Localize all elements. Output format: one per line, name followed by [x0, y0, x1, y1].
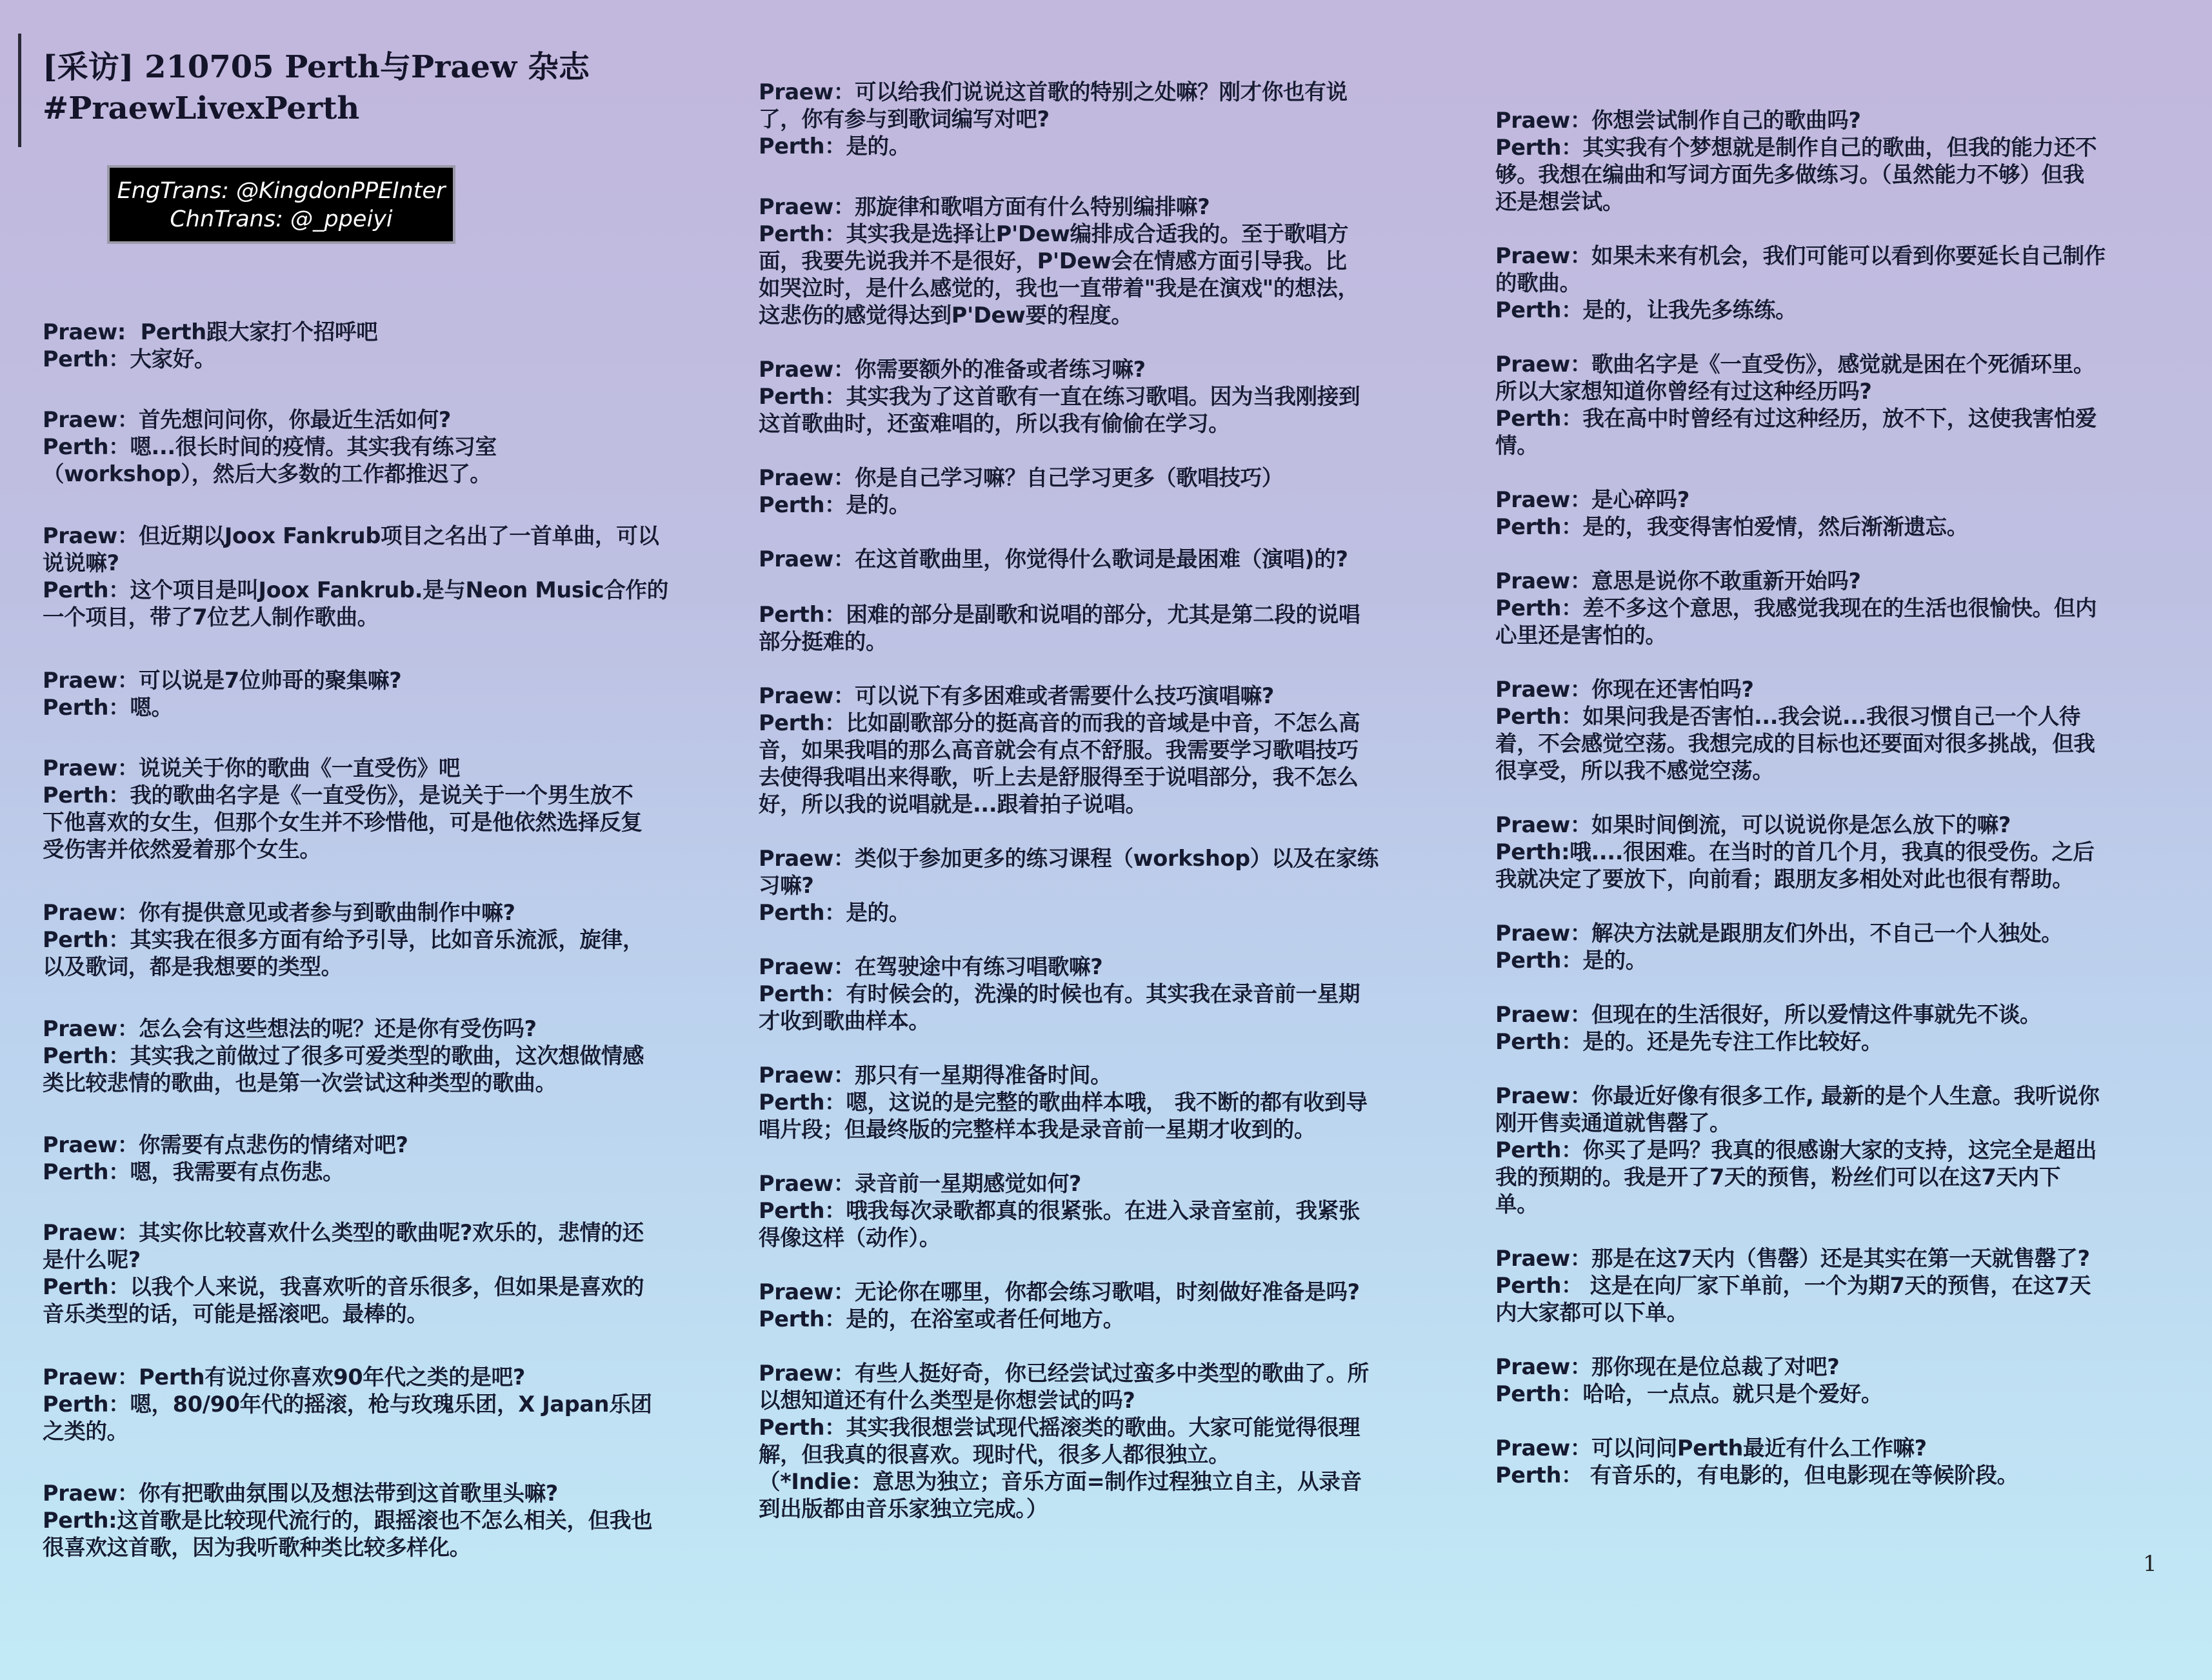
interview-line: Praew：如果时间倒流，可以说说你是怎么放下的嘛? — [1495, 812, 2011, 837]
page-number: 1 — [2143, 1551, 2157, 1577]
interview-line: 着，不会感觉空荡。我想完成的目标也还要面对很多挑战，但我 — [1495, 731, 2095, 756]
qa-block — [759, 465, 1442, 519]
interview-line: 是什么呢? — [43, 1247, 141, 1272]
interview-line: Praew：无论你在哪里，你都会练习歌唱，时刻做好准备是吗? — [759, 1279, 1360, 1305]
qa-block — [43, 899, 707, 981]
interview-line: Praew：你是自己学习嘛？自己学习更多（歌唱技巧） — [759, 465, 1284, 490]
interview-line: Praew：解决方法就是跟朋友们外出，不自己一个人独处。 — [1495, 921, 2063, 946]
interview-line: 下他喜欢的女生，但那个女生并不珍惜他，可是他依然选择反复 — [43, 810, 643, 835]
eng-translator-credit: EngTrans: @KingdonPPEInter — [117, 178, 446, 204]
interview-line: Perth：这个项目是叫Joox Fankrub.是与Neon Music合作的 — [43, 577, 668, 603]
interview-line: 习嘛? — [759, 873, 814, 898]
interview-line: 所以大家想知道你曾经有过这种经历吗? — [1495, 379, 1872, 404]
qa-block — [1495, 351, 2179, 459]
interview-line: Perth：哦我每次录歌都真的很紧张。在进入录音室前，我紧张 — [759, 1198, 1360, 1223]
qa-block — [43, 1219, 707, 1328]
interview-line: 我的预期的。我是开了7天的预售，粉丝们可以在这7天内下 — [1495, 1165, 2061, 1190]
interview-line: Perth：是的。 — [1495, 948, 1647, 973]
interview-line: 才收到歌曲样本。 — [759, 1008, 930, 1034]
qa-block — [43, 1480, 707, 1561]
qa-block — [1495, 1245, 2179, 1326]
qa-block — [1495, 568, 2179, 649]
interview-line: Perth：其实我为了这首歌有一直在练习歌唱。因为当我刚接到 — [759, 384, 1360, 409]
interview-line: Praew：其实你比较喜欢什么类型的歌曲呢?欢乐的，悲情的还 — [43, 1220, 644, 1245]
interview-line: 解，但我真的很喜欢。现时代，很多人都很独立。 — [759, 1442, 1230, 1467]
qa-block — [759, 845, 1442, 926]
interview-line: Perth：是的。 — [759, 900, 910, 925]
interview-line: Praew：Perth有说过你喜欢90年代之类的是吧? — [43, 1365, 525, 1390]
interview-line: 以及歌词，都是我想要的类型。 — [43, 954, 343, 979]
interview-line: 很喜欢这首歌，因为我听歌种类比较多样化。 — [43, 1535, 471, 1560]
interview-line: Praew：说说关于你的歌曲《一直受伤》吧 — [43, 755, 461, 781]
interview-line: Praew：那旋律和歌唱方面有什么特别编排嘛? — [759, 194, 1210, 219]
interview-line: Praew：是心碎吗? — [1495, 487, 1689, 512]
title-line: [采访] 210705 Perth与Praew 杂志 — [43, 49, 590, 85]
interview-line: Perth：是的，在浴室或者任何地方。 — [759, 1306, 1124, 1332]
interview-line: 说说嘛? — [43, 550, 119, 575]
interview-line: Praew：歌曲名字是《一直受伤》，感觉就是困在个死循环里。 — [1495, 352, 2095, 377]
interview-line: Perth：哈哈，一点点。就只是个爱好。 — [1495, 1381, 1883, 1406]
interview-line: Perth：嗯。 — [43, 695, 173, 720]
interview-line: Perth：你买了是吗？我真的很感谢大家的支持，这完全是超出 — [1495, 1137, 2097, 1163]
qa-block — [43, 667, 707, 721]
qa-block — [759, 1279, 1442, 1333]
interview-line: Perth：是的，让我先多练练。 — [1495, 297, 1797, 323]
interview-line: Perth:这首歌是比较现代流行的，跟摇滚也不怎么相关，但我也 — [43, 1508, 653, 1533]
qa-block — [43, 319, 707, 373]
interview-line: 刚开售卖通道就售罄了。 — [1495, 1110, 1731, 1135]
interview-line: 音乐类型的话，可能是摇滚吧。最棒的。 — [43, 1301, 428, 1326]
interview-line: Praew：你现在还害怕吗? — [1495, 677, 1754, 702]
qa-block — [43, 523, 707, 631]
qa-block — [759, 683, 1442, 818]
qa-block — [759, 1170, 1442, 1252]
interview-line: Praew：可以问问Perth最近有什么工作嘛? — [1495, 1435, 1927, 1461]
interview-line: Perth：我在高中时曾经有过这种经历，放不下，这使我害怕爱 — [1495, 406, 2097, 431]
translator-credit-box — [107, 165, 455, 244]
interview-line: Perth：其实我在很多方面有给予引导，比如音乐流派，旋律， — [43, 927, 644, 952]
interview-line: 唱片段；但最终版的完整样本我是录音前一星期才收到的。 — [759, 1117, 1316, 1142]
interview-line: Perth：嗯，我需要有点伤悲。 — [43, 1159, 344, 1185]
interview-line: 的歌曲。 — [1495, 270, 1581, 295]
interview-line: Praew：在这首歌曲里，你觉得什么歌词是最困难（演唱)的? — [759, 546, 1348, 572]
interview-line: Praew：你有提供意见或者参与到歌曲制作中嘛? — [43, 900, 515, 925]
interview-line: Perth： 这是在向厂家下单前，一个为期7天的预售，在这7天 — [1495, 1273, 2091, 1298]
interview-line: Praew：首先想问问你，你最近生活如何? — [43, 407, 451, 432]
interview-line: Perth：有时候会的，洗澡的时候也有。其实我在录音前一星期 — [759, 981, 1360, 1006]
interview-line: 得像这样（动作）。 — [759, 1225, 941, 1250]
interview-line: 了，你有参与到歌词编写对吧? — [759, 106, 1050, 132]
qa-block — [1495, 812, 2179, 893]
interview-line: Praew：有些人挺好奇，你已经尝试过蛮多中类型的歌曲了。所 — [759, 1361, 1369, 1386]
interview-line: 情。 — [1495, 433, 1539, 458]
qa-block — [1495, 1083, 2179, 1218]
interview-line: Praew：你最近好像有很多工作, 最新的是个人生意。我听说你 — [1495, 1083, 2100, 1108]
interview-line: 之类的。 — [43, 1419, 128, 1444]
interview-line: 单。 — [1495, 1192, 1539, 1217]
qa-block — [759, 79, 1442, 160]
interview-line: Perth：嗯...很长时间的疫情。其实我有练习室 — [43, 434, 497, 459]
interview-line: 这首歌曲时，还蛮难唱的，所以我有偷偷在学习。 — [759, 411, 1230, 436]
qa-block — [759, 1062, 1442, 1143]
interview-line: 很享受，所以我不感觉空荡。 — [1495, 758, 1774, 783]
interview-line: Perth：其实我是选择让P'Dew编排成合适我的。至于歌唱方 — [759, 221, 1349, 246]
chn-translator-credit: ChnTrans: @_ppeiyi — [170, 206, 393, 232]
interview-line: 还是想尝试。 — [1495, 189, 1624, 214]
interview-line: Perth：差不多这个意思，我感觉我现在的生活也很愉快。但内 — [1495, 595, 2097, 621]
interview-line: 面，我要先说我并不是很好，P'Dew会在情感方面引导我。比 — [759, 248, 1347, 274]
interview-line: Perth：是的，我变得害怕爱情，然后渐渐遗忘。 — [1495, 514, 1968, 539]
interview-line: Praew：你想尝试制作自己的歌曲吗? — [1495, 108, 1861, 133]
interview-line: Perth：如果问我是否害怕...我会说...我很习惯自己一个人待 — [1495, 704, 2081, 729]
interview-line: Praew: Perth跟大家打个招呼吧 — [43, 319, 378, 345]
interview-line: Praew：在驾驶途中有练习唱歌嘛? — [759, 954, 1103, 979]
interview-line: 音，如果我唱的那么高音就会有点不舒服。我需要学习歌唱技巧 — [759, 737, 1359, 763]
qa-block — [759, 194, 1442, 329]
qa-block — [43, 1015, 707, 1097]
qa-block — [1495, 1354, 2179, 1408]
interview-line: Praew：可以给我们说说这首歌的特别之处嘛？刚才你也有说 — [759, 79, 1348, 105]
interview-line: Praew：如果未来有机会，我们可能可以看到你要延长自己制作 — [1495, 243, 2106, 268]
interview-line: Praew：你需要有点悲伤的情绪对吧? — [43, 1132, 408, 1157]
interview-line: Perth：其实我之前做过了很多可爱类型的歌曲，这次想做情感 — [43, 1043, 644, 1068]
interview-line: Perth：我的歌曲名字是《一直受伤》，是说关于一个男生放不 — [43, 783, 633, 808]
interview-line: Praew：但现在的生活很好，所以爱情这件事就先不谈。 — [1495, 1002, 2042, 1027]
interview-line: Praew：那是在这7天内（售罄）还是其实在第一天就售罄了? — [1495, 1246, 2090, 1271]
interview-line: 类比较悲情的歌曲，也是第一次尝试这种类型的歌曲。 — [43, 1070, 557, 1095]
qa-block — [759, 356, 1442, 437]
qa-block — [1495, 1435, 2179, 1489]
qa-block — [1495, 1001, 2179, 1055]
interview-line: 到出版都由音乐家独立完成。） — [759, 1496, 1048, 1521]
interview-line: Praew：录音前一星期感觉如何? — [759, 1171, 1082, 1196]
qa-block — [43, 1364, 707, 1445]
interview-line: Perth：大家好。 — [43, 346, 216, 372]
interview-line: Perth：是的。 — [759, 492, 910, 517]
interview-line: Praew：怎么会有这些想法的呢？还是你有受伤吗? — [43, 1016, 537, 1041]
interview-line: （*Indie：意思为独立；音乐方面=制作过程独立自主，从录音 — [759, 1469, 1362, 1494]
interview-line: 够。我想在编曲和写词方面先多做练习。（虽然能力不够）但我 — [1495, 162, 2084, 187]
interview-line: 一个项目，带了7位艺人制作歌曲。 — [43, 605, 379, 630]
qa-block — [1495, 676, 2179, 785]
qa-block — [1495, 107, 2179, 215]
interview-line: Perth：比如副歌部分的挺高音的而我的音域是中音，不怎么高 — [759, 710, 1360, 735]
interview-line: Praew：意思是说你不敢重新开始吗? — [1495, 568, 1861, 594]
interview-line: Praew：可以说下有多困难或者需要什么技巧演唱嘛? — [759, 683, 1274, 708]
qa-block — [759, 954, 1442, 1035]
interview-line: Perth：其实我有个梦想就是制作自己的歌曲，但我的能力还不 — [1495, 135, 2097, 160]
title-line: #PraewLivexPerth — [43, 90, 360, 126]
interview-line: 内大家都可以下单。 — [1495, 1300, 1688, 1325]
interview-line: 部分挺难的。 — [759, 629, 888, 654]
qa-block — [43, 406, 707, 488]
interview-line: Praew：但近期以Joox Fankrub项目之名出了一首单曲，可以 — [43, 523, 659, 548]
page-title — [43, 46, 688, 129]
interview-line: （workshop），然后大多数的工作都推迟了。 — [43, 461, 492, 486]
interview-line: Praew：那你现在是位总裁了对吧? — [1495, 1354, 1840, 1379]
interview-line: 好，所以我的说唱就是...跟着拍子说唱。 — [759, 792, 1147, 817]
qa-block — [1495, 243, 2179, 324]
qa-block — [1495, 486, 2179, 541]
interview-line: Perth：是的。 — [759, 134, 910, 159]
interview-line: 这悲伤的感觉得达到P'Dew要的程度。 — [759, 303, 1133, 328]
title-accent-bar — [18, 34, 21, 147]
interview-line: 以想知道还有什么类型是你想尝试的吗? — [759, 1388, 1135, 1413]
interview-line: Praew：你需要额外的准备或者练习嘛? — [759, 357, 1146, 382]
interview-line: Praew：类似于参加更多的练习课程（workshop）以及在家练 — [759, 846, 1379, 871]
qa-block — [43, 755, 707, 863]
qa-block — [759, 546, 1442, 573]
qa-block — [43, 1132, 707, 1186]
interview-line: Praew：可以说是7位帅哥的聚集嘛? — [43, 668, 402, 693]
interview-line: Perth：嗯，这说的是完整的歌曲样本哦， 我不断的都有收到导 — [759, 1090, 1368, 1115]
interview-line: 如哭泣时，是什么感觉的，我也一直带着"我是在演戏"的想法， — [759, 275, 1359, 301]
interview-line: 受伤害并依然爱着那个女生。 — [43, 837, 321, 862]
interview-line: Perth： 有音乐的，有电影的，但电影现在等候阶段。 — [1495, 1463, 2018, 1488]
interview-line: Perth：嗯，80/90年代的摇滚，枪与玫瑰乐团，X Japan乐团 — [43, 1392, 652, 1417]
interview-line: Praew：你有把歌曲氛围以及想法带到这首歌里头嘛? — [43, 1481, 558, 1506]
interview-line: Perth：是的。还是先专注工作比较好。 — [1495, 1029, 1883, 1054]
interview-line: 我就决定了要放下，向前看；跟朋友多相处对此也很有帮助。 — [1495, 866, 2074, 892]
interview-line: 心里还是害怕的。 — [1495, 623, 1667, 648]
qa-block — [759, 601, 1442, 655]
qa-block — [1495, 920, 2179, 974]
interview-line: 去使得我唱出来得歌，听上去是舒服得至于说唱部分，我不怎么 — [759, 765, 1359, 790]
interview-line: Praew：那只有一星期得准备时间。 — [759, 1063, 1112, 1088]
interview-line: Perth：以我个人来说，我喜欢听的音乐很多，但如果是喜欢的 — [43, 1274, 644, 1299]
interview-line: Perth：其实我很想尝试现代摇滚类的歌曲。大家可能觉得很理 — [759, 1415, 1360, 1440]
interview-line: Perth：困难的部分是副歌和说唱的部分，尤其是第二段的说唱 — [759, 602, 1360, 627]
interview-line: Perth:哦....很困难。在当时的首几个月，我真的很受伤。之后 — [1495, 839, 2095, 865]
qa-block — [759, 1360, 1442, 1523]
